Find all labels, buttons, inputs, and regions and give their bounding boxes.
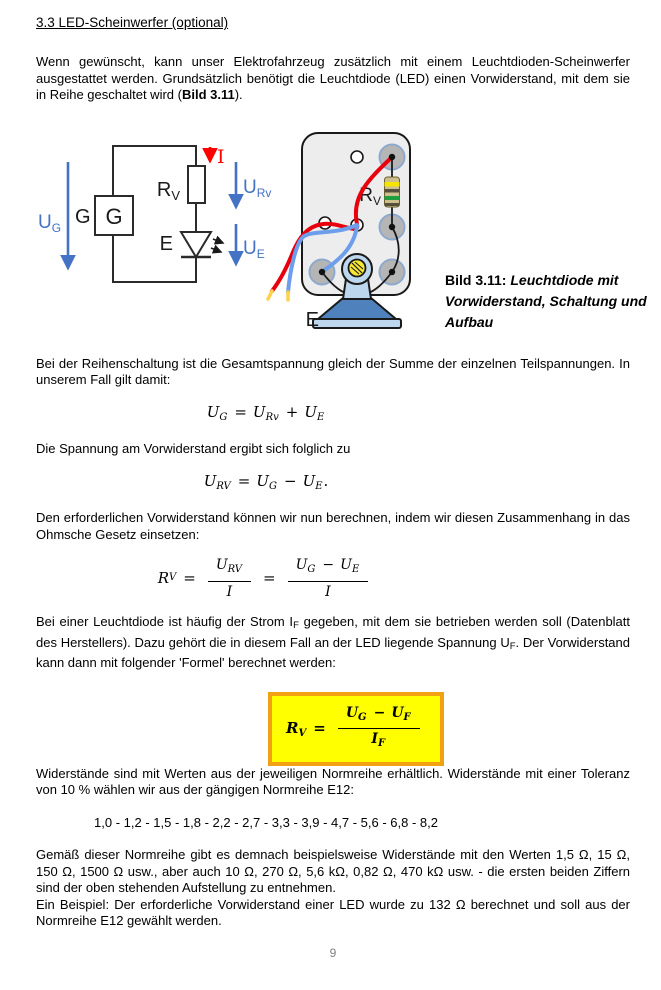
- paragraph-ohms-law: Den erforderlichen Vorwiderstand können wir nun berechnen, indem wir diesen Zusammenhang in das Ohmsche Gesetz einsetzen:: [36, 510, 630, 542]
- board-led-label: E: [305, 308, 319, 331]
- assembly-photo: [255, 122, 415, 340]
- paragraph-resistor-voltage: Die Spannung am Vorwiderstand ergibt sich folglich zu: [36, 441, 351, 456]
- section-title: 3.3 LED-Scheinwerfer (optional): [36, 15, 229, 30]
- resistor-band-green: [385, 196, 400, 200]
- led-light-arrow: [213, 239, 223, 243]
- terminal-dot: [389, 223, 395, 229]
- paragraph-led-current: Bei einer Leuchtdiode ist häufig der Strom IF gegeben, mit dem sie betrieben werden soll (Datenblatt des Herstellers). Dazu gehört die in diesem Fall an der LED liegende Spannung UF. Der Vorwiderstand kann dann mit folgender 'Formel' berechnet werden:: [36, 614, 631, 670]
- figure-caption-text: Leuchtdiode mit Vorwiderstand, Schaltung und Aufbau: [445, 271, 647, 330]
- intro-bild-reference: Bild 3.11: [181, 87, 235, 102]
- intro-text-a: Wenn gewünscht, kann unser Elektrofahrzeug zusätzlich mit einem Leuchtdioden-Scheinwerfer ausgestattet werden. Grundsätzlich benötigt die Leuchtdiode (LED) einen Vorwiderstand, mit dem sie in Reihe geschaltet wird (: [36, 54, 630, 102]
- fraction: $\frac{U_{RV}}{I}$: [208, 557, 251, 600]
- urv-label: $U_{Rv}$: [243, 176, 272, 200]
- formula-rv-final: $R_V$ = $\frac{U_G - U_F}{I_F}$: [286, 705, 426, 753]
- current-label: I: [217, 145, 225, 168]
- paragraph-norm-series: Widerstände sind mit Werten aus der jeweiligen Normreihe erhältlich. Widerstände mit einer Toleranz von 10 % wählen wir aus der gängigen Normreihe E12:: [36, 765, 630, 797]
- lamp-base-plate: [313, 319, 401, 328]
- highlight-formula-wrap: [268, 692, 630, 766]
- resistor-band-yellow: [385, 182, 400, 187]
- paragraph-series-examples: Gemäß dieser Normreihe gibt es demnach beispielsweise Widerstände mit den Werten 1,5 Ω, 15 Ω, 150 Ω, 1500 Ω usw., aber auch 10 Ω, 270 Ω, 5,6 kΩ, 0,82 Ω, 470 kΩ usw. - die ersten beiden Ziffern sind der oben stehenden Aufstellung zu entnehmen.: [36, 847, 630, 895]
- paragraph-intro: [36, 54, 630, 104]
- resistor-label: $R_V$: [156, 178, 180, 203]
- led-symbol: [181, 232, 211, 257]
- ug-label: $U_G$: [38, 211, 62, 235]
- paragraph-example: Ein Beispiel: Der erforderliche Vorwiderstand einer LED wurde zu 132 Ω berechnet und soll aus der Normreihe E12 gewählt werden.: [36, 896, 630, 928]
- figure-caption-label: Bild 3.11:: [445, 271, 507, 288]
- led-label: E: [159, 232, 173, 255]
- figure-caption: [445, 270, 653, 333]
- figure-bild-3-11: [0, 118, 661, 350]
- terminal-dot: [389, 268, 395, 274]
- resistor-symbol: [188, 166, 205, 203]
- intro-text-b: ).: [234, 87, 243, 102]
- fraction: $\frac{U_G - U_E}{I}$: [288, 557, 369, 600]
- board-hole: [351, 151, 363, 163]
- highlighted-formula-box: [268, 692, 444, 766]
- terminal-dot: [319, 268, 325, 274]
- page-number: 9: [329, 945, 337, 960]
- generator-box-letter: G: [105, 203, 123, 229]
- generator-outer-label: G: [75, 205, 91, 228]
- formula-voltage-sum: $U_G = U_{Rv} + U_E$: [206, 402, 325, 423]
- red-wire-tip: [268, 291, 272, 299]
- fraction: $\frac{U_G - U_F}{I_F}$: [338, 705, 420, 753]
- ue-label: $U_E$: [243, 237, 265, 261]
- terminal-dot: [389, 153, 395, 159]
- resistor-band-dark: [385, 203, 400, 206]
- circuit-diagram: [30, 139, 280, 294]
- formula-rv-calculation: R V = $\frac{U_{RV}}{I}$ = $\frac{U_G - U_E}{I}$: [36, 557, 496, 600]
- lamp-base: [318, 298, 396, 319]
- led-light-arrow: [211, 248, 221, 252]
- resistor-band-dark: [385, 189, 400, 193]
- paragraph-series-circuit: Bei der Reihenschaltung ist die Gesamtspannung gleich der Summe der einzelnen Teilspannungen. In unserem Fall gilt damit:: [36, 355, 630, 387]
- board-resistor-label: $R_V$: [359, 184, 381, 208]
- formula-urv: $U_{RV} = U_G - U_E$.: [203, 471, 329, 492]
- e12-series-values: 1,0 - 1,2 - 1,5 - 1,8 - 2,2 - 2,7 - 3,3 - 3,9 - 4,7 - 5,6 - 6,8 - 8,2: [94, 814, 438, 830]
